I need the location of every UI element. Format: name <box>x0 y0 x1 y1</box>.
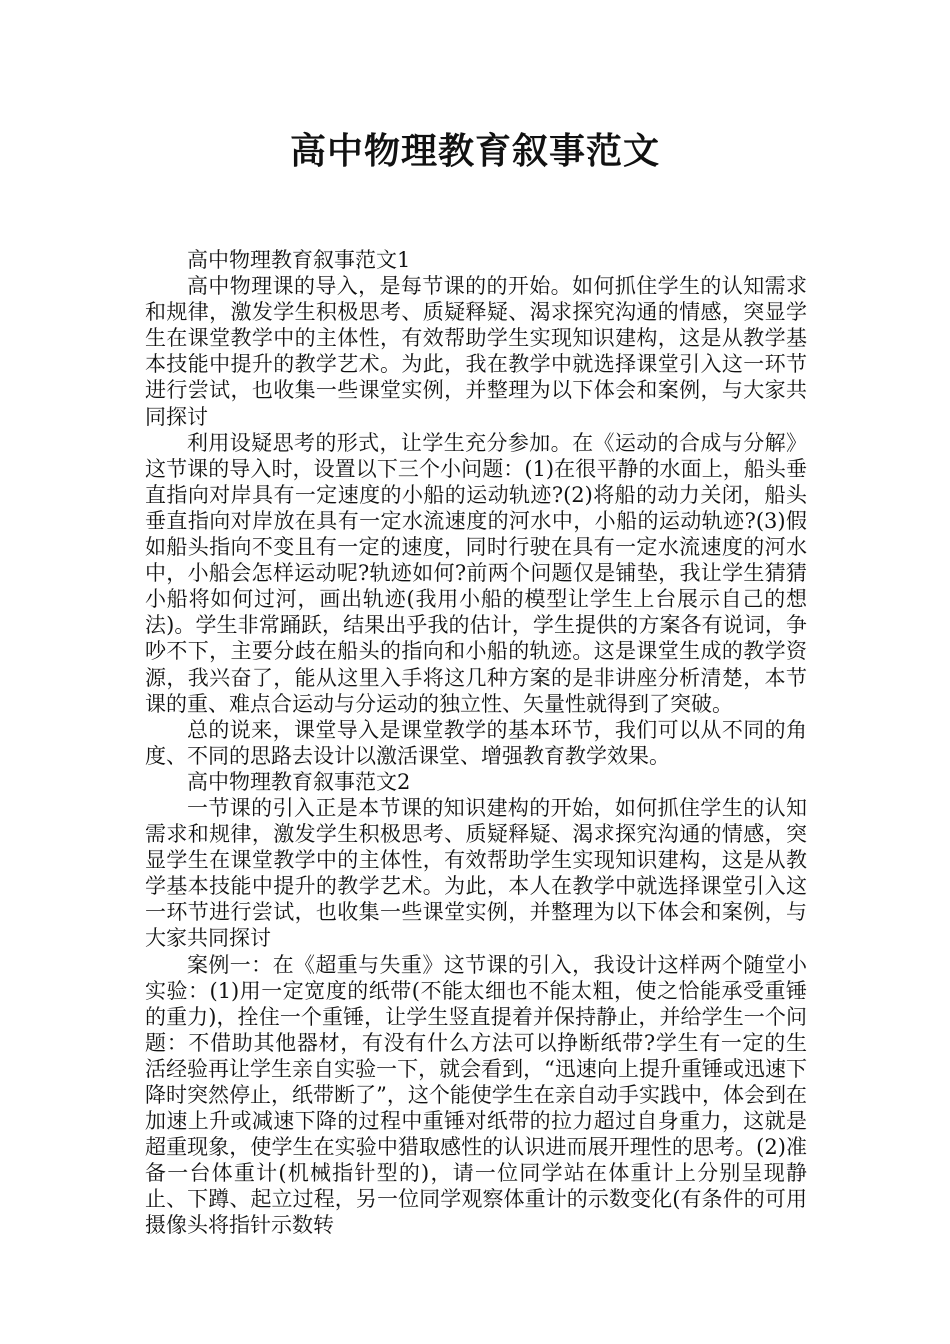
paragraph: 总的说来，课堂导入是课堂教学的基本环节，我们可以从不同的角度、不同的思路去设计以激活课堂、增强教育教学效果。 <box>145 717 807 768</box>
section-heading-2: 高中物理教育叙事范文2 <box>187 769 411 794</box>
section-heading-1: 高中物理教育叙事范文1 <box>187 248 411 272</box>
document-body <box>145 247 807 1239</box>
page-title: 高中物理教育叙事范文 <box>289 131 660 172</box>
paragraph: 高中物理课的导入，是每节课的的开始。如何抓住学生的认知需求和规律，激发学生积极思考、质疑释疑、渴求探究沟通的情感，突显学生在课堂教学中的主体性，有效帮助学生实现知识建构，这是从教学基本技能中提升的教学艺术。为此，我在教学中就选择课堂引入这一环节进行尝试，也收集一些课堂实例，并整理为以下体会和案例，与大家共同探讨 <box>145 274 807 429</box>
paragraph: 利用设疑思考的形式，让学生充分参加。在《运动的合成与分解》这节课的导入时，设置以下三个小问题：(1)在很平静的水面上，船头垂直指向对岸具有一定速度的小船的运动轨迹?(2)将船的动力关闭，船头垂直指向对岸放在具有一定水流速度的河水中，小船的运动轨迹?(3)假如船头指向不变且有一定的速度，同时行驶在具有一定水流速度的河水中，小船会怎样运动呢?轨迹如何?前两个问题仅是铺垫，我让学生猜猜小船将如何过河，画出轨迹(我用小船的模型让学生上台展示自己的想法)。学生非常踊跃，结果出乎我的估计，学生提供的方案各有说词，争吵不下，主要分歧在船头的指向和小船的轨迹。这是课堂生成的教学资源，我兴奋了，能从这里入手将这几种方案的是非讲座分析清楚，本节课的重、难点合运动与分运动的独立性、矢量性就得到了突破。 <box>145 430 807 716</box>
paragraph: 一节课的引入正是本节课的知识建构的开始，如何抓住学生的认知需求和规律，激发学生积极思考、质疑释疑、渴求探究沟通的情感，突显学生在课堂教学中的主体性，有效帮助学生实现知识建构，这是从教学基本技能中提升的教学艺术。为此，本人在教学中就选择课堂引入这一环节进行尝试，也收集一些课堂实例，并整理为以下体会和案例，与大家共同探讨 <box>145 795 807 951</box>
paragraph: 案例一：在《超重与失重》这节课的引入，我设计这样两个随堂小实验：(1)用一定宽度的纸带(不能太细也不能太粗，使之恰能承受重锤的重力)，拴住一个重锤，让学生竖直提着并保持静止，并给学生一个问题：不借助其他器材，有没有什么方法可以挣断纸带?学生有一定的生活经验再让学生亲自实验一下，就会看到，“迅速向上提升重锤或迅速下降时突然停止，纸带断了”，这个能使学生在亲自动手实践中，体会到在加速上升或减速下降的过程中重锤对纸带的拉力超过自身重力，这就是超重现象，使学生在实验中猎取感性的认识进而展开理性的思考。(2)准备一台体重计(机械指针型的)，请一位同学站在体重计上分别呈现静止、下蹲、起立过程，另一位同学观察体重计的示数变化(有条件的可用摄像头将指针示数转 <box>145 952 807 1238</box>
